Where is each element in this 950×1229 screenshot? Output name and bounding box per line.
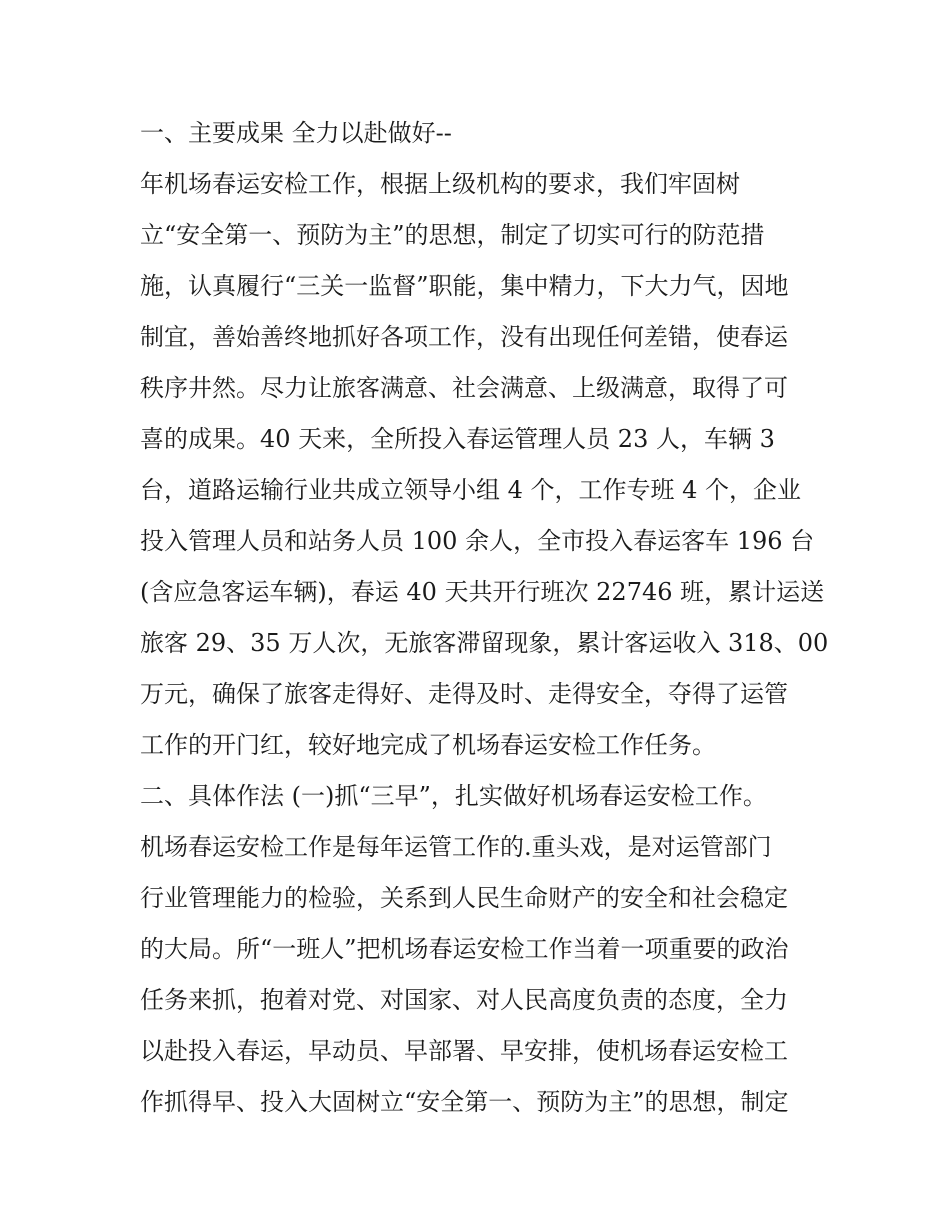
document-body	[140, 108, 829, 1128]
section-heading-2: 二、具体作法 (一)抓“三早”，扎实做好机场春运安检工作。	[140, 782, 767, 810]
paragraph-line: 作抓得早、投入大固树立“安全第一、预防为主”的思想，制定	[140, 1088, 789, 1116]
paragraph-line: 的大局。所“一班人”把机场春运安检工作当着一项重要的政治	[140, 935, 789, 963]
paragraph-line: 喜的成果。40 天来，全所投入春运管理人员 23 人，车辆 3	[140, 425, 775, 453]
paragraph-line: (含应急客运车辆)，春运 40 天共开行班次 22746 班，累计运送	[140, 578, 825, 606]
paragraph-line: 任务来抓，抱着对党、对国家、对人民高度负责的态度，全力	[140, 986, 788, 1014]
paragraph-line: 万元，确保了旅客走得好、走得及时、走得安全，夺得了运管	[140, 680, 788, 708]
paragraph-line: 工作的开门红，较好地完成了机场春运安检工作任务。	[140, 731, 716, 759]
paragraph-line: 行业管理能力的检验，关系到人民生命财产的安全和社会稳定	[140, 884, 788, 912]
paragraph-line: 年机场春运安检工作，根据上级机构的要求，我们牢固树	[140, 170, 740, 198]
paragraph-line: 机场春运安检工作是每年运管工作的.重头戏，是对运管部门	[140, 833, 772, 861]
paragraph-line: 立“安全第一、预防为主”的思想，制定了切实可行的防范措	[140, 221, 765, 249]
paragraph-line: 制宜，善始善终地抓好各项工作，没有出现任何差错，使春运	[140, 323, 788, 351]
paragraph-line: 旅客 29、35 万人次，无旅客滞留现象，累计客运收入 318、00	[140, 629, 829, 657]
paragraph-line: 台，道路运输行业共成立领导小组 4 个，工作专班 4 个，企业	[140, 476, 802, 504]
paragraph-line: 施，认真履行“三关一监督”职能，集中精力，下大力气，因地	[140, 272, 789, 300]
section-heading-1: 一、主要成果 全力以赴做好--	[140, 119, 452, 147]
paragraph-line: 投入管理人员和站务人员 100 余人，全市投入春运客车 196 台	[140, 527, 815, 555]
paragraph-line: 以赴投入春运，早动员、早部署、早安排，使机场春运安检工	[140, 1037, 788, 1065]
paragraph-line: 秩序井然。尽力让旅客满意、社会满意、上级满意，取得了可	[140, 374, 788, 402]
